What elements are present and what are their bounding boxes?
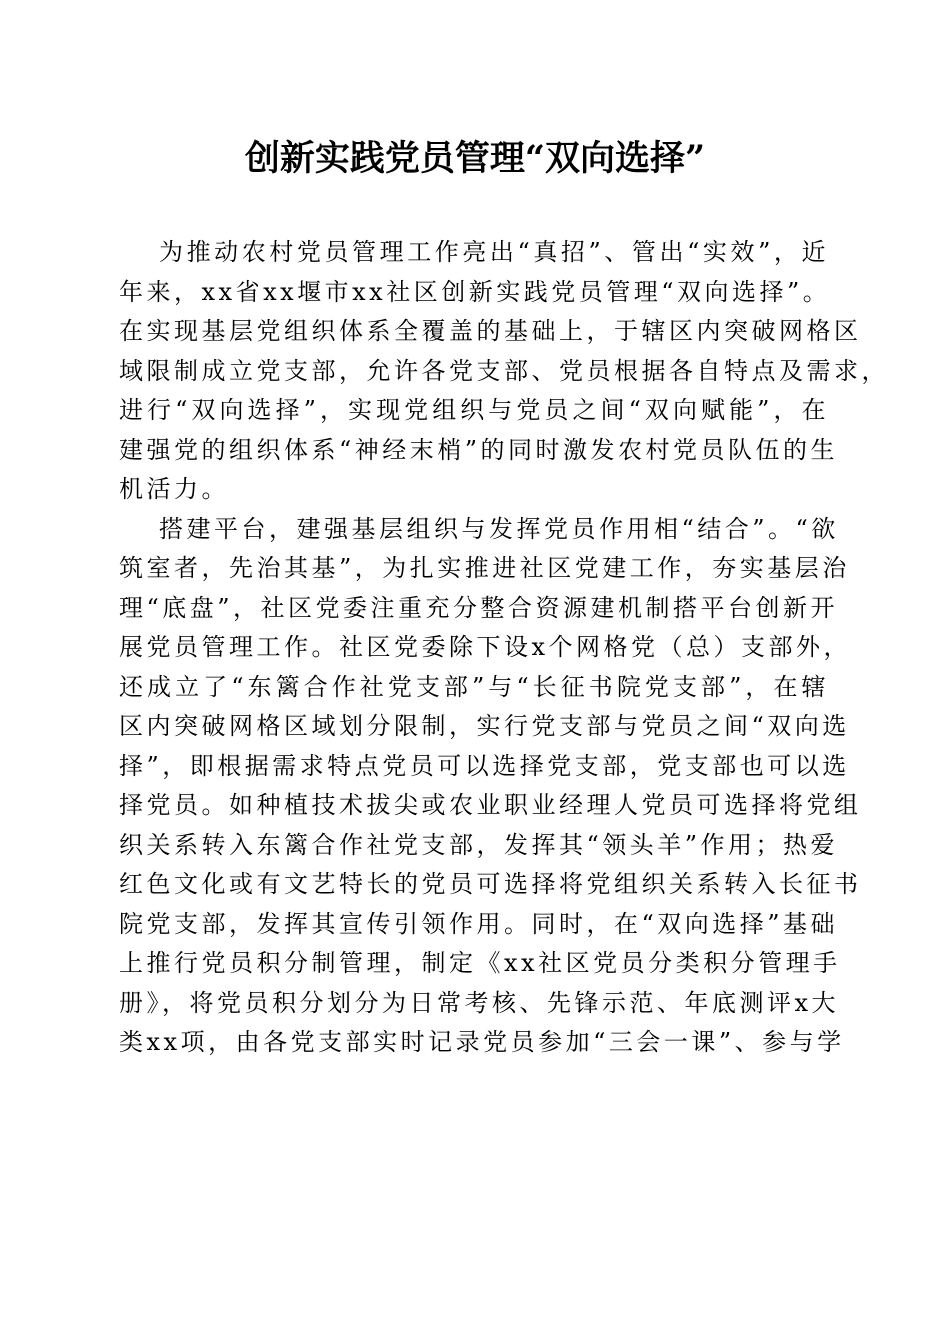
paragraph-line: 在实现基层党组织体系全覆盖的基础上，于辖区内突破网格区 [119, 317, 862, 345]
paragraph-line: 理“底盘”，社区党委注重充分整合资源建机制搭平台创新开 [119, 593, 839, 622]
paragraph-line: 择党员。如种植技术拔尖或农业职业经理人党员可选择将党组 [119, 791, 862, 819]
paragraph-line: 册》，将党员积分划分为日常考核、先锋示范、年底测评x大 [119, 988, 840, 1017]
paragraph-line: 进行“双向选择”，实现党组织与党员之间“双向赋能”，在 [119, 396, 829, 424]
paragraph-line: 建强党的组织体系“神经末梢”的同时激发农村党员队伍的生 [119, 435, 839, 464]
paragraph-line: 机活力。 [119, 475, 229, 503]
paragraph-line: 为推动农村党员管理工作亮出“真招”、管出“实效”，近 [159, 238, 829, 266]
paragraph-line: 搭建平台，建强基层组织与发挥党员作用相“结合”。“欲 [159, 514, 839, 543]
paragraph-line: 域限制成立党支部，允许各党支部、党员根据各自特点及需求， [119, 356, 889, 385]
paragraph-line: 织关系转入东篱合作社党支部，发挥其“领头羊”作用；热爱 [119, 830, 839, 859]
paragraph-2 [119, 510, 862, 1063]
paragraph-line: 展党员管理工作。社区党委除下设x个网格党（总）支部外， [119, 633, 852, 661]
paragraph-line: 红色文化或有文艺特长的党员可选择将党组织关系转入长征书 [119, 870, 862, 898]
document-title: 创新实践党员管理“双向选择” [244, 138, 706, 179]
paragraph-line: 筑室者，先治其基”，为扎实推进社区党建工作，夯实基层治 [119, 554, 850, 582]
paragraph-line: 还成立了“东篱合作社党支部”与“长征书院党支部”，在辖 [119, 672, 829, 701]
paragraph-line: 区内突破网格区域划分限制，实行党支部与党员之间“双向选 [119, 712, 850, 740]
paragraph-line: 年来，xx省xx堰市xx社区创新实践党员管理“双向选择”。 [119, 277, 831, 306]
paragraph-line: 院党支部，发挥其宣传引领作用。同时，在“双向选择”基础 [119, 909, 839, 938]
paragraph-line: 择”，即根据需求特点党员可以选择党支部，党支部也可以选 [119, 751, 850, 780]
paragraph-1 [119, 233, 889, 510]
paragraph-line: 类xx项，由各党支部实时记录党员参加“三会一课”、参与学 [119, 1028, 845, 1056]
document-body [119, 233, 889, 1063]
paragraph-line: 上推行党员积分制管理，制定《xx社区党员分类积分管理手 [119, 949, 841, 977]
